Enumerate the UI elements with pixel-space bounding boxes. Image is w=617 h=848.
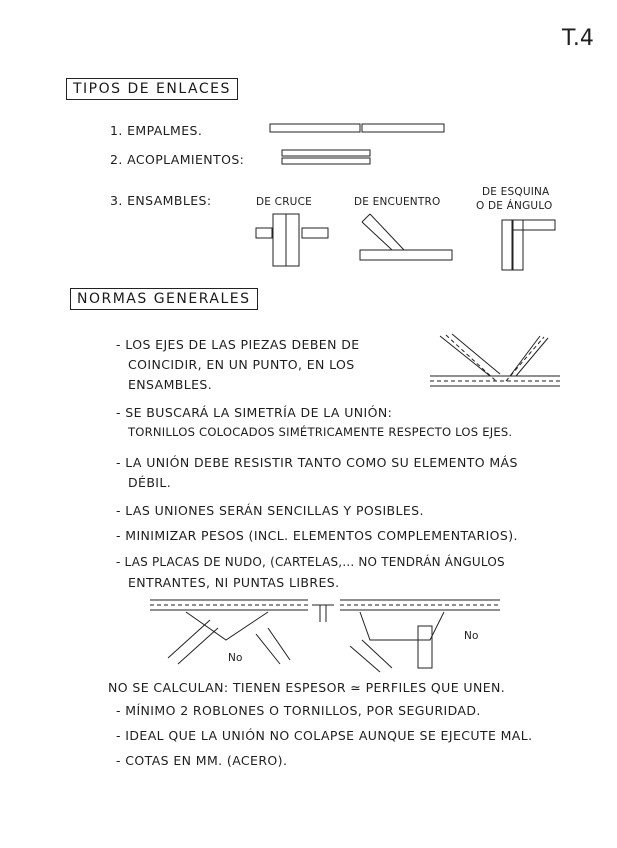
label-de-esquina-2: O DE ÁNGULO (476, 200, 553, 212)
rule-simetria-1: - SE BUSCARÁ LA SIMETRÍA DE LA UNIÓN: (116, 405, 393, 420)
rule-cotas: - COTAS EN MM. (ACERO). (116, 753, 288, 768)
rule-ejes-3: ENSAMBLES. (128, 377, 213, 392)
item-ensambles: 3. ENSAMBLES: (110, 193, 212, 208)
rule-ejes-2: COINCIDIR, EN UN PUNTO, EN LOS (128, 357, 355, 372)
rule-placas-2: ENTRANTES, NI PUNTAS LIBRES. (128, 575, 340, 590)
section-title-normas-generales: NORMAS GENERALES (70, 288, 258, 310)
rule-resistir-1: - LA UNIÓN DEBE RESISTIR TANTO COMO SU ELEMENTO MÁS (116, 455, 518, 470)
rule-minimizar-pesos: - MINIMIZAR PESOS (INCL. ELEMENTOS COMPLEMENTARIOS). (116, 528, 518, 543)
item-acoplamientos: 2. ACOPLAMIENTOS: (110, 152, 245, 167)
label-de-encuentro: DE ENCUENTRO (354, 196, 441, 208)
rule-ideal: - IDEAL QUE LA UNIÓN NO COLAPSE AUNQUE SE EJECUTE MAL. (116, 728, 533, 743)
label-no-right: No (464, 630, 479, 642)
label-de-cruce: DE CRUCE (256, 196, 312, 208)
rule-placas-1: - LAS PLACAS DE NUDO, (CARTELAS,... NO TENDRÁN ÁNGULOS (116, 555, 505, 569)
rule-simetria-2: TORNILLOS COLOCADOS SIMÉTRICAMENTE RESPECTO LOS EJES. (128, 425, 513, 439)
page-code: T.4 (562, 26, 594, 51)
item-empalmes: 1. EMPALMES. (110, 123, 203, 138)
label-no-left: No (228, 652, 243, 664)
section-title-tipos-de-enlaces: TIPOS DE ENLACES (66, 78, 238, 100)
rule-minimo-roblones: - MÍNIMO 2 ROBLONES O TORNILLOS, POR SEGURIDAD. (116, 703, 481, 718)
rule-no-se-calculan: NO SE CALCULAN: TIENEN ESPESOR ≃ PERFILES QUE UNEN. (108, 680, 506, 695)
rule-sencillas: - LAS UNIONES SERÁN SENCILLAS Y POSIBLES. (116, 503, 424, 518)
rule-resistir-2: DÉBIL. (128, 475, 172, 490)
rule-ejes-1: - LOS EJES DE LAS PIEZAS DEBEN DE (116, 337, 360, 352)
label-de-esquina-1: DE ESQUINA (482, 186, 550, 198)
